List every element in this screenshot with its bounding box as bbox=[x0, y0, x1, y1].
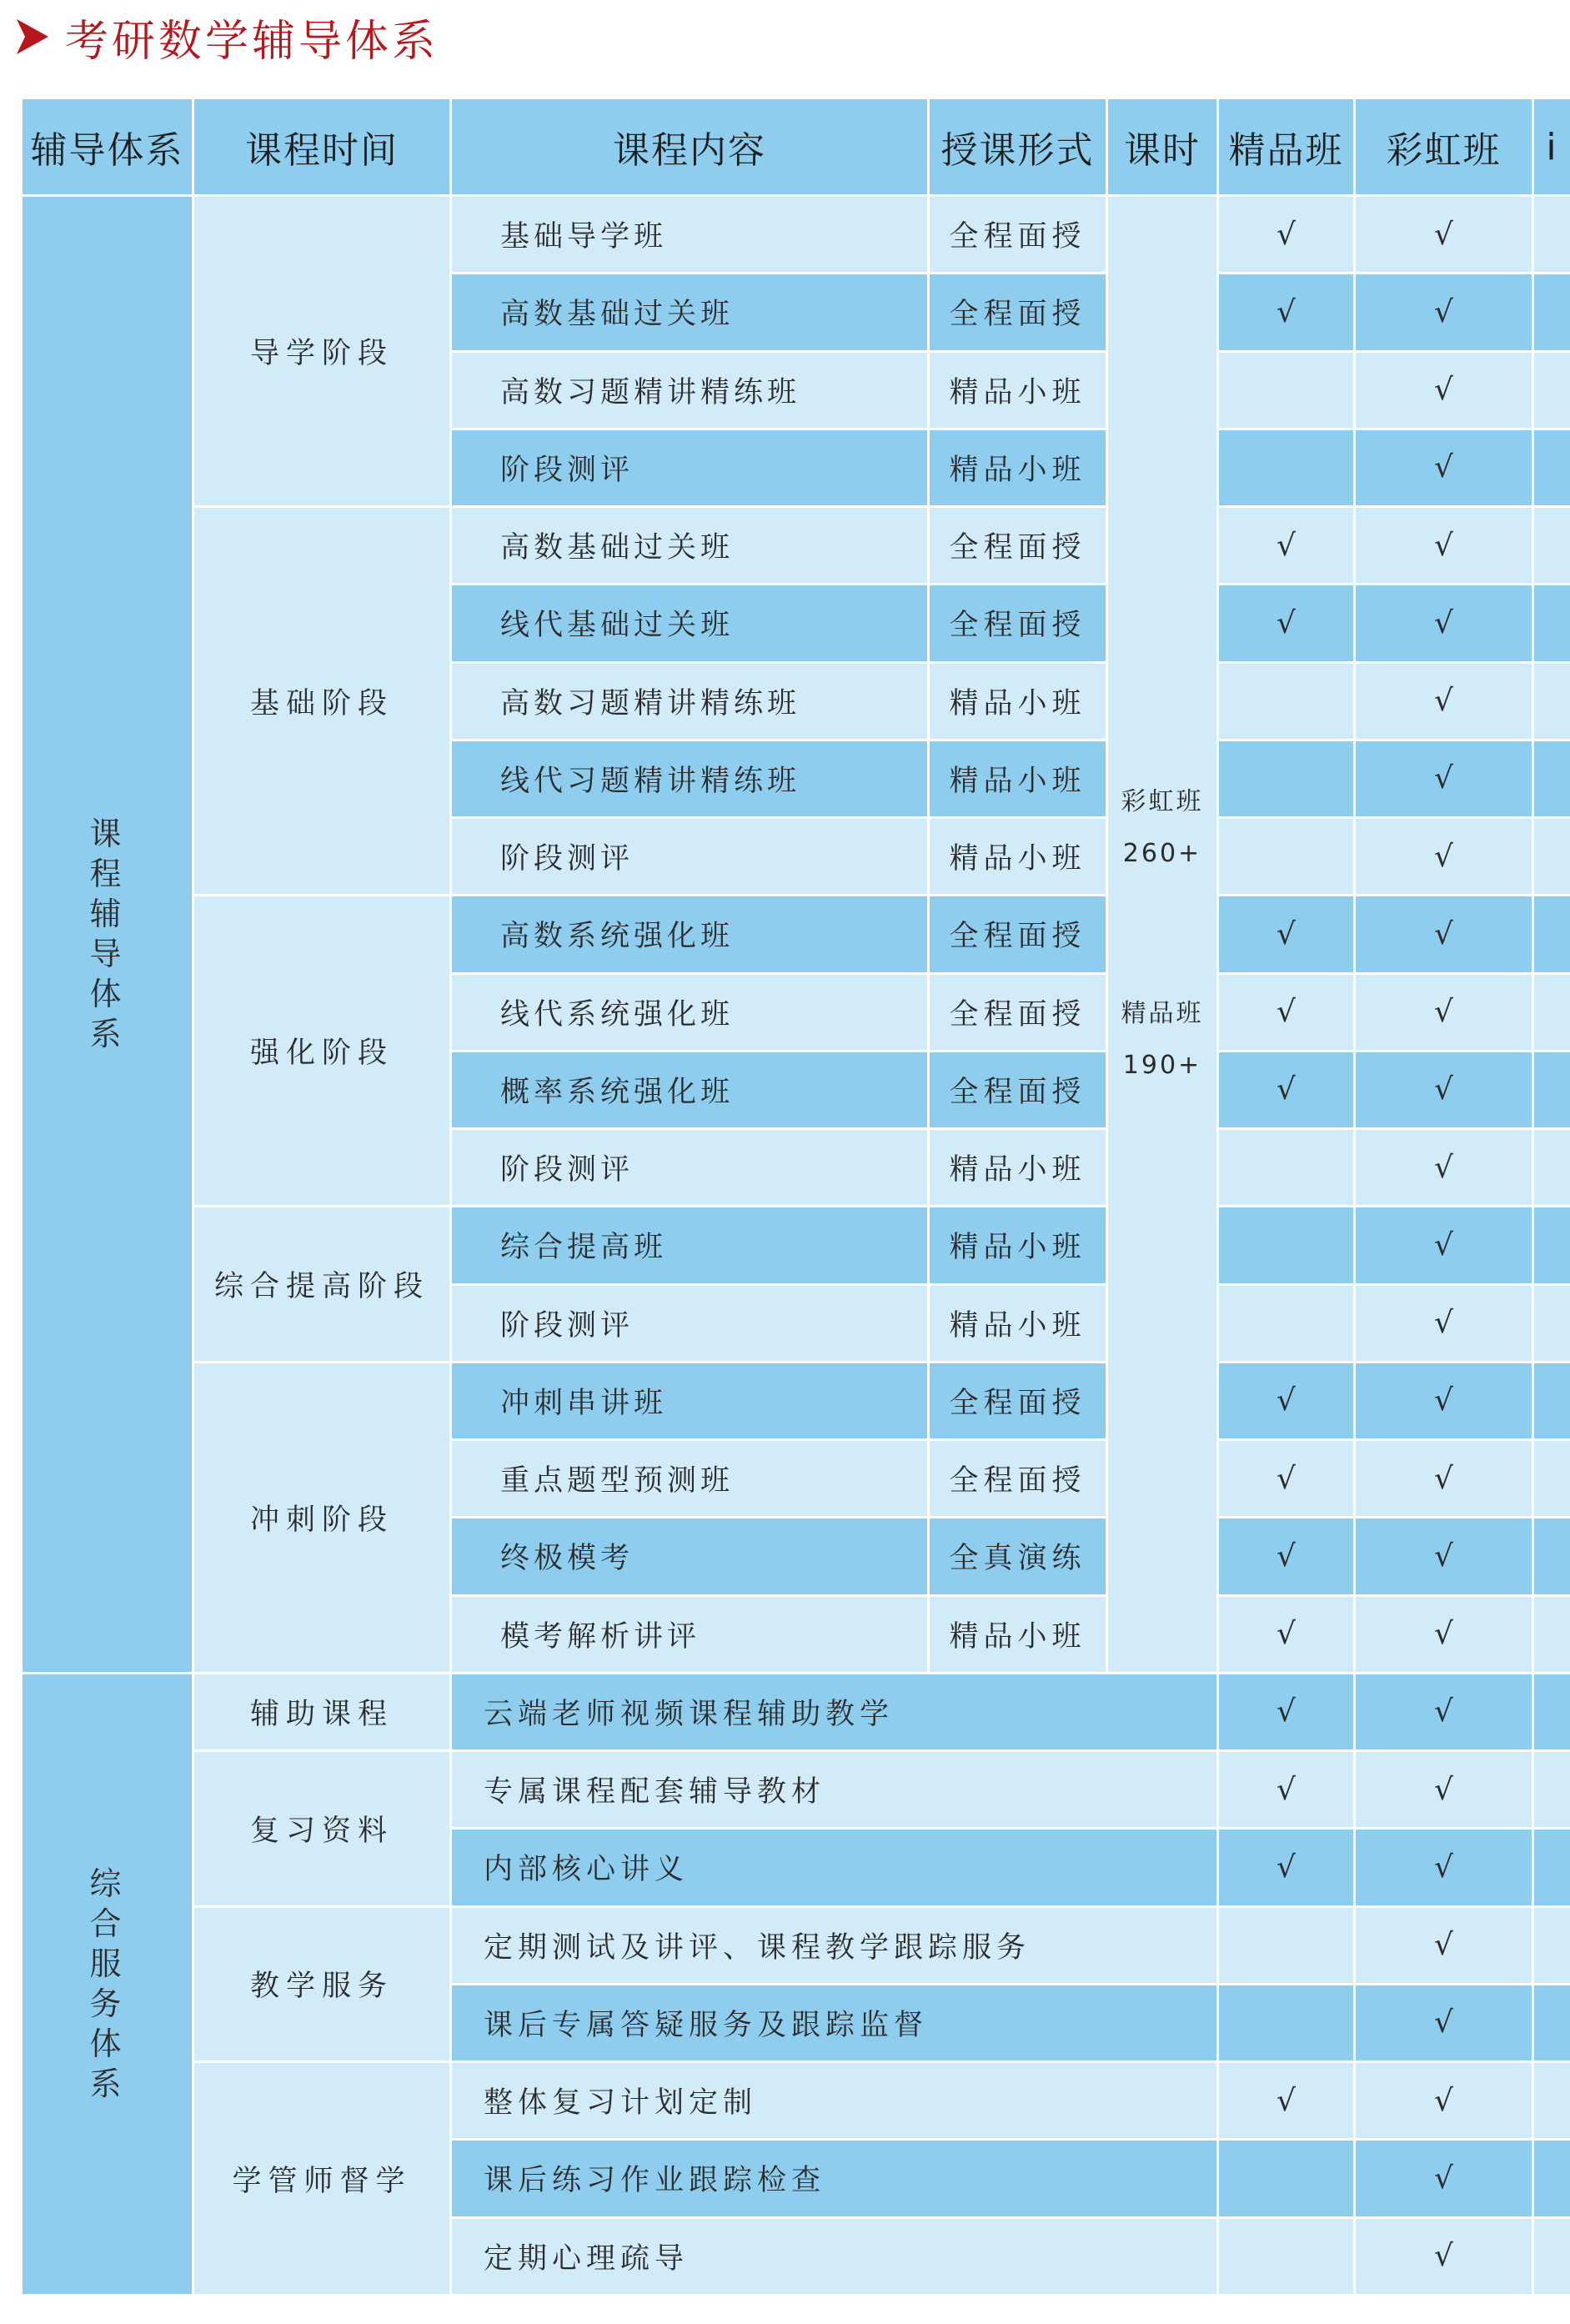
col-header-jingpin: 精品班 bbox=[1218, 98, 1355, 196]
course-content: 高数基础过关班 bbox=[451, 274, 929, 351]
course-content: 线代系统强化班 bbox=[451, 973, 929, 1051]
course-content: 阶段测评 bbox=[451, 429, 929, 506]
table-row bbox=[22, 1362, 1570, 1439]
caihong-check: √ bbox=[1355, 2140, 1533, 2217]
caihong-check: √ bbox=[1355, 274, 1533, 351]
course-content: 线代习题精讲精练班 bbox=[451, 740, 929, 817]
caihong-check: √ bbox=[1355, 1207, 1533, 1284]
extra-cell bbox=[1533, 662, 1570, 740]
course-mode: 全程面授 bbox=[929, 507, 1107, 585]
jingpin-check: √ bbox=[1218, 1051, 1355, 1128]
extra-cell bbox=[1533, 351, 1570, 429]
caihong-check: √ bbox=[1355, 2217, 1533, 2296]
caihong-check: √ bbox=[1355, 2062, 1533, 2140]
jingpin-check: √ bbox=[1218, 585, 1355, 662]
arrow-right-icon bbox=[15, 18, 50, 56]
jingpin-check bbox=[1218, 1129, 1355, 1207]
course-content: 高数习题精讲精练班 bbox=[451, 351, 929, 429]
extra-cell bbox=[1533, 1518, 1570, 1595]
col-header-content: 课程内容 bbox=[451, 98, 929, 196]
course-content: 阶段测评 bbox=[451, 818, 929, 896]
jingpin-check: √ bbox=[1218, 1440, 1355, 1518]
caihong-check: √ bbox=[1355, 585, 1533, 662]
extra-cell bbox=[1533, 2062, 1570, 2140]
col-header-hours: 课时 bbox=[1107, 98, 1218, 196]
col-header-extra: i bbox=[1533, 98, 1570, 196]
table-row bbox=[22, 1673, 1570, 1750]
page-title-bar bbox=[15, 3, 439, 70]
service-content: 整体复习计划定制 bbox=[451, 2062, 1218, 2140]
caihong-check: √ bbox=[1355, 1129, 1533, 1207]
extra-cell bbox=[1533, 2140, 1570, 2217]
jingpin-check: √ bbox=[1218, 896, 1355, 973]
caihong-check: √ bbox=[1355, 351, 1533, 429]
hours-jingpin-label: 精品班 bbox=[1121, 999, 1204, 1029]
jingpin-check bbox=[1218, 1984, 1355, 2061]
extra-cell bbox=[1533, 740, 1570, 817]
caihong-check: √ bbox=[1355, 1051, 1533, 1128]
jingpin-check: √ bbox=[1218, 507, 1355, 585]
jingpin-check: √ bbox=[1218, 1518, 1355, 1595]
service-category: 教学服务 bbox=[193, 1906, 451, 2062]
caihong-check: √ bbox=[1355, 429, 1533, 506]
extra-cell bbox=[1533, 1906, 1570, 1984]
table-row bbox=[22, 196, 1570, 274]
system-comprehensive-service: 综合服务体系 bbox=[22, 1673, 193, 2295]
course-content: 阶段测评 bbox=[451, 1129, 929, 1207]
caihong-check: √ bbox=[1355, 1518, 1533, 1595]
course-mode: 精品小班 bbox=[929, 1129, 1107, 1207]
caihong-check: √ bbox=[1355, 973, 1533, 1051]
service-category: 学管师督学 bbox=[193, 2062, 451, 2296]
guidance-system-table bbox=[20, 97, 1570, 2296]
course-mode: 全程面授 bbox=[929, 585, 1107, 662]
extra-cell bbox=[1533, 1129, 1570, 1207]
course-content: 综合提高班 bbox=[451, 1207, 929, 1284]
caihong-check: √ bbox=[1355, 507, 1533, 585]
service-content: 课后专属答疑服务及跟踪监督 bbox=[451, 1984, 1218, 2061]
extra-cell bbox=[1533, 429, 1570, 506]
course-mode: 精品小班 bbox=[929, 662, 1107, 740]
jingpin-check bbox=[1218, 1207, 1355, 1284]
stage-intro: 导学阶段 bbox=[193, 196, 451, 507]
caihong-check: √ bbox=[1355, 196, 1533, 274]
extra-cell bbox=[1533, 2217, 1570, 2296]
caihong-check: √ bbox=[1355, 1595, 1533, 1673]
course-mode: 精品小班 bbox=[929, 429, 1107, 506]
caihong-check: √ bbox=[1355, 1673, 1533, 1750]
jingpin-check: √ bbox=[1218, 1673, 1355, 1750]
jingpin-check: √ bbox=[1218, 196, 1355, 274]
stage-intensive: 强化阶段 bbox=[193, 896, 451, 1207]
course-mode: 全程面授 bbox=[929, 1440, 1107, 1518]
service-content: 内部核心讲义 bbox=[451, 1829, 1218, 1906]
jingpin-check bbox=[1218, 429, 1355, 506]
course-mode: 全程面授 bbox=[929, 196, 1107, 274]
caihong-check: √ bbox=[1355, 1362, 1533, 1439]
course-mode: 全程面授 bbox=[929, 973, 1107, 1051]
col-header-mode: 授课形式 bbox=[929, 98, 1107, 196]
stage-sprint: 冲刺阶段 bbox=[193, 1362, 451, 1673]
hours-caihong-value: 260+ bbox=[1122, 839, 1202, 869]
extra-cell bbox=[1533, 585, 1570, 662]
jingpin-check: √ bbox=[1218, 1829, 1355, 1906]
service-category: 复习资料 bbox=[193, 1751, 451, 1907]
col-header-system: 辅导体系 bbox=[22, 98, 193, 196]
extra-cell bbox=[1533, 1595, 1570, 1673]
jingpin-check bbox=[1218, 2217, 1355, 2296]
stage-foundation: 基础阶段 bbox=[193, 507, 451, 896]
extra-cell bbox=[1533, 196, 1570, 274]
jingpin-check bbox=[1218, 818, 1355, 896]
extra-cell bbox=[1533, 1440, 1570, 1518]
table-row bbox=[22, 2062, 1570, 2140]
caihong-check: √ bbox=[1355, 1751, 1533, 1829]
course-mode: 全程面授 bbox=[929, 274, 1107, 351]
course-mode: 精品小班 bbox=[929, 1284, 1107, 1362]
course-content: 高数系统强化班 bbox=[451, 896, 929, 973]
hours-caihong-label: 彩虹班 bbox=[1121, 787, 1204, 817]
extra-cell bbox=[1533, 1829, 1570, 1906]
course-content: 线代基础过关班 bbox=[451, 585, 929, 662]
jingpin-check: √ bbox=[1218, 1595, 1355, 1673]
extra-cell bbox=[1533, 274, 1570, 351]
jingpin-check: √ bbox=[1218, 2062, 1355, 2140]
extra-cell bbox=[1533, 1284, 1570, 1362]
stage-comprehensive: 综合提高阶段 bbox=[193, 1207, 451, 1363]
caihong-check: √ bbox=[1355, 1984, 1533, 2061]
hours-jingpin-value: 190+ bbox=[1122, 1051, 1202, 1081]
jingpin-check bbox=[1218, 1906, 1355, 1984]
service-content: 定期心理疏导 bbox=[451, 2217, 1218, 2296]
table-row bbox=[22, 1751, 1570, 1829]
jingpin-check bbox=[1218, 740, 1355, 817]
extra-cell bbox=[1533, 1362, 1570, 1439]
caihong-check: √ bbox=[1355, 1284, 1533, 1362]
system-course-guidance: 课程辅导体系 bbox=[22, 196, 193, 1674]
course-content: 概率系统强化班 bbox=[451, 1051, 929, 1128]
service-content: 课后练习作业跟踪检查 bbox=[451, 2140, 1218, 2217]
table-header-row bbox=[22, 98, 1570, 196]
extra-cell bbox=[1533, 1984, 1570, 2061]
extra-cell bbox=[1533, 1051, 1570, 1128]
course-mode: 全程面授 bbox=[929, 1051, 1107, 1128]
course-mode: 全真演练 bbox=[929, 1518, 1107, 1595]
course-mode: 精品小班 bbox=[929, 351, 1107, 429]
extra-cell bbox=[1533, 1207, 1570, 1284]
course-mode: 精品小班 bbox=[929, 740, 1107, 817]
jingpin-check: √ bbox=[1218, 274, 1355, 351]
table-row bbox=[22, 1906, 1570, 1984]
extra-cell bbox=[1533, 896, 1570, 973]
course-content: 终极模考 bbox=[451, 1518, 929, 1595]
course-content: 重点题型预测班 bbox=[451, 1440, 929, 1518]
jingpin-check: √ bbox=[1218, 1362, 1355, 1439]
table-row bbox=[22, 896, 1570, 973]
extra-cell bbox=[1533, 973, 1570, 1051]
course-mode: 精品小班 bbox=[929, 1207, 1107, 1284]
caihong-check: √ bbox=[1355, 1829, 1533, 1906]
table-row bbox=[22, 1207, 1570, 1284]
service-content: 云端老师视频课程辅助教学 bbox=[451, 1673, 1218, 1750]
course-mode: 全程面授 bbox=[929, 1362, 1107, 1439]
caihong-check: √ bbox=[1355, 662, 1533, 740]
jingpin-check bbox=[1218, 1284, 1355, 1362]
caihong-check: √ bbox=[1355, 1906, 1533, 1984]
page-title: 考研数学辅导体系 bbox=[65, 16, 439, 67]
col-header-caihong: 彩虹班 bbox=[1355, 98, 1533, 196]
course-content: 冲刺串讲班 bbox=[451, 1362, 929, 1439]
extra-cell bbox=[1533, 818, 1570, 896]
course-mode: 精品小班 bbox=[929, 818, 1107, 896]
caihong-check: √ bbox=[1355, 1440, 1533, 1518]
caihong-check: √ bbox=[1355, 896, 1533, 973]
extra-cell bbox=[1533, 507, 1570, 585]
course-content: 模考解析讲评 bbox=[451, 1595, 929, 1673]
service-content: 专属课程配套辅导教材 bbox=[451, 1751, 1218, 1829]
jingpin-check bbox=[1218, 2140, 1355, 2217]
col-header-time: 课程时间 bbox=[193, 98, 451, 196]
service-category: 辅助课程 bbox=[193, 1673, 451, 1750]
course-content: 基础导学班 bbox=[451, 196, 929, 274]
course-content: 阶段测评 bbox=[451, 1284, 929, 1362]
course-mode: 全程面授 bbox=[929, 896, 1107, 973]
extra-cell bbox=[1533, 1751, 1570, 1829]
table-row bbox=[22, 507, 1570, 585]
course-content: 高数基础过关班 bbox=[451, 507, 929, 585]
course-content: 高数习题精讲精练班 bbox=[451, 662, 929, 740]
hours-cell bbox=[1107, 196, 1218, 1674]
jingpin-check: √ bbox=[1218, 1751, 1355, 1829]
jingpin-check bbox=[1218, 662, 1355, 740]
extra-cell bbox=[1533, 1673, 1570, 1750]
caihong-check: √ bbox=[1355, 818, 1533, 896]
jingpin-check bbox=[1218, 351, 1355, 429]
course-mode: 精品小班 bbox=[929, 1595, 1107, 1673]
caihong-check: √ bbox=[1355, 740, 1533, 817]
jingpin-check: √ bbox=[1218, 973, 1355, 1051]
service-content: 定期测试及讲评、课程教学跟踪服务 bbox=[451, 1906, 1218, 1984]
